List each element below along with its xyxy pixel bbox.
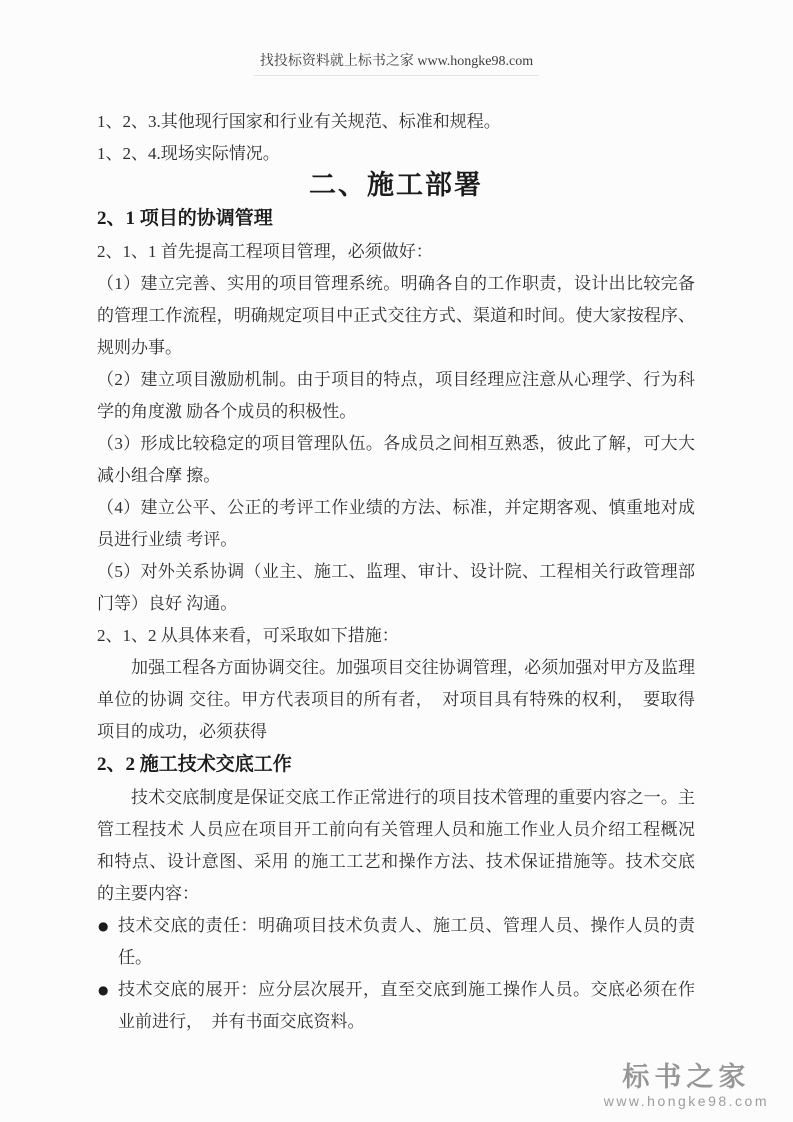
para-item-3: （3）形成比较稳定的项目管理队伍。各成员之间相互熟悉，彼此了解，可大大减小组合摩 擦。: [97, 434, 695, 485]
para-item-2: （2）建立项目激励机制。由于项目的特点，项目经理应注意从心理学、行为科学的角度激 励各个成员的积极性。: [97, 370, 695, 421]
bullet-icon: ●: [98, 919, 109, 933]
watermark-url: www.hongke98.com: [603, 1093, 769, 1109]
list-line-1-2-3: 1、2、3.其他现行国家和行业有关规范、标准和规程。: [97, 112, 501, 131]
page-header: [0, 50, 793, 76]
watermark-logo: 标书之家: [622, 1062, 751, 1092]
document-body: [97, 106, 695, 1038]
bullet-icon: ●: [98, 983, 109, 997]
list-line-1-2-4: 1、2、4.现场实际情况。: [97, 144, 280, 163]
para-2-1-2: 2、1、2 从具体来看，可采取如下措施：: [97, 626, 399, 645]
section-title: 二、施工部署: [309, 170, 483, 200]
bullet-expansion-item: [97, 974, 695, 1038]
para-item-1: （1）建立完善、实用的项目管理系统。明确各自的工作职责，设计出比较完备的管理工作流程，明确规定项目中正式交往方式、渠道和时间。使大家按程序、规则办事。: [97, 274, 695, 357]
subsection-heading-2-2: 2、2 施工技术交底工作: [97, 754, 292, 775]
watermark: [604, 1062, 769, 1110]
bullet-expansion: 技术交底的展开：应分层次展开，直至交底到施工操作人员。交底必须在作业前进行， 并有书面交底资料。: [118, 980, 695, 1031]
para-item-5: （5）对外关系协调（业主、施工、监理、审计、设计院、工程相关行政管理部门等）良好 沟通。: [97, 562, 695, 613]
para-2-1-1: 2、1、1 首先提高工程项目管理，必须做好：: [97, 242, 433, 261]
bullet-responsibility-item: [97, 910, 695, 974]
header-text: 找投标资料就上标书之家 www.hongke98.com: [254, 50, 539, 76]
para-jishujiaodi: 技术交底制度是保证交底工作正常进行的项目技术管理的重要内容之一。主管工程技术 人员应在项目开工前向有关管理人员和施工作业人员介绍工程概况和特点、设计意图、采用 的施工工艺和操作方法、技术保证措施等。技术交底的主要内容：: [97, 788, 695, 903]
para-measures: 加强工程各方面协调交往。加强项目交往协调管理，必须加强对甲方及监理单位的协调 交往。甲方代表项目的所有者， 对项目具有特殊的权利， 要取得项目的成功，必须获得: [97, 658, 695, 741]
para-item-4: （4）建立公平、公正的考评工作业绩的方法、标准，并定期客观、慎重地对成员进行业绩 考评。: [97, 498, 695, 549]
subsection-heading-2-1: 2、1 项目的协调管理: [97, 208, 273, 229]
bullet-responsibility: 技术交底的责任：明确项目技术负责人、施工员、管理人员、操作人员的责任。: [118, 916, 695, 967]
